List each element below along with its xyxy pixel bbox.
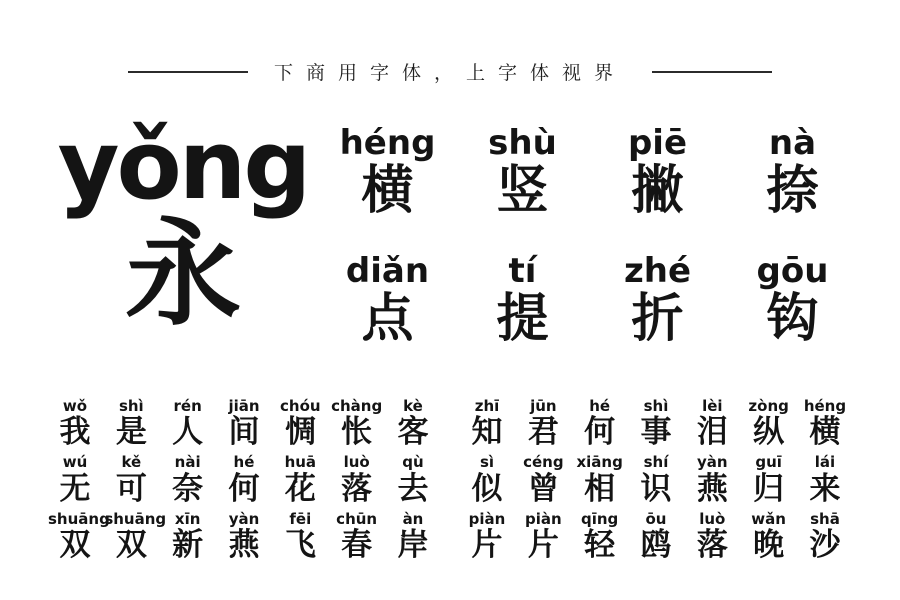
char-pinyin: luò — [699, 509, 726, 528]
char-pinyin: guī — [755, 453, 782, 472]
stroke-dian — [320, 251, 455, 349]
char-hanzi: 来 — [809, 470, 841, 507]
char-pinyin: luò — [343, 453, 370, 472]
poem-char — [573, 511, 627, 562]
char-pinyin: yàn — [228, 509, 260, 528]
char-hanzi: 花 — [284, 470, 316, 507]
poem-phrase-right — [460, 454, 852, 505]
poem-char — [685, 454, 739, 505]
char-hanzi: 沙 — [809, 526, 841, 563]
stroke-pinyin: piē — [627, 123, 688, 163]
poem-char — [798, 454, 852, 505]
char-hanzi: 落 — [341, 470, 373, 507]
stroke-hanzi: 钩 — [766, 288, 819, 349]
stroke-hanzi: 折 — [631, 288, 684, 349]
char-hanzi: 何 — [584, 414, 616, 451]
char-pinyin: jiān — [228, 397, 260, 415]
poem-phrase-right — [460, 398, 852, 449]
char-pinyin: xiāng — [576, 453, 623, 472]
poem-char — [161, 511, 215, 562]
poem-char — [798, 511, 852, 562]
char-hanzi: 飞 — [284, 526, 316, 563]
poem-char — [516, 398, 570, 449]
poem-line-2 — [0, 454, 900, 505]
hero-hanzi: 永 — [125, 207, 241, 343]
char-hanzi: 似 — [471, 470, 503, 507]
stroke-pinyin: diǎn — [345, 251, 430, 292]
poem-char — [273, 398, 327, 449]
char-pinyin: shí — [643, 453, 669, 472]
poem-char — [161, 454, 215, 505]
char-hanzi: 春 — [341, 526, 373, 563]
char-hanzi: 横 — [809, 414, 841, 451]
poem-char — [629, 511, 683, 562]
char-hanzi: 奈 — [172, 470, 204, 507]
poem-char — [685, 511, 739, 562]
strokes-grid — [320, 123, 860, 349]
header-rule-left — [128, 71, 248, 73]
char-hanzi: 无 — [59, 470, 91, 507]
poem-char — [742, 398, 796, 449]
poem-char — [48, 509, 110, 563]
char-pinyin: àn — [402, 509, 424, 528]
char-pinyin: chàng — [331, 397, 383, 415]
header-tagline: 下商用字体，上字体视界 — [273, 63, 626, 84]
poem-char — [330, 398, 384, 449]
poem-char — [217, 454, 271, 505]
char-pinyin: chóu — [280, 397, 321, 415]
char-pinyin: rén — [173, 397, 202, 415]
poem-char — [685, 398, 739, 449]
stroke-hanzi: 横 — [361, 160, 414, 221]
stroke-hanzi: 竖 — [496, 160, 549, 221]
char-hanzi: 君 — [527, 414, 559, 451]
char-pinyin: kè — [403, 397, 423, 415]
poem-char — [573, 454, 627, 505]
char-pinyin: piàn — [524, 509, 562, 528]
poem-char — [217, 398, 271, 449]
char-pinyin: piàn — [468, 509, 506, 528]
poem-char — [573, 398, 627, 449]
char-hanzi: 惆 — [284, 414, 316, 451]
char-pinyin: wǒ — [62, 397, 88, 415]
stroke-ti — [455, 251, 590, 349]
stroke-pinyin: héng — [339, 123, 436, 163]
poem-char — [386, 511, 440, 562]
char-hanzi: 相 — [584, 470, 616, 507]
char-pinyin: lái — [814, 453, 836, 472]
char-pinyin: shuāng — [48, 509, 110, 528]
poem-section — [0, 398, 900, 567]
char-hanzi: 岸 — [397, 526, 429, 563]
char-pinyin: huā — [284, 453, 317, 472]
char-pinyin: qīng — [581, 509, 619, 528]
char-hanzi: 间 — [228, 414, 260, 451]
char-pinyin: wú — [62, 453, 88, 472]
char-hanzi: 人 — [172, 414, 204, 451]
poem-char — [273, 454, 327, 505]
char-pinyin: sì — [479, 453, 495, 472]
char-hanzi: 燕 — [228, 526, 260, 563]
char-pinyin: héng — [803, 397, 847, 415]
char-hanzi: 晚 — [753, 526, 785, 563]
char-pinyin: shuāng — [104, 509, 167, 528]
char-pinyin: fēi — [289, 509, 312, 528]
char-pinyin: shì — [118, 397, 144, 415]
poem-char — [629, 398, 683, 449]
char-pinyin: lèi — [702, 397, 723, 415]
char-hanzi: 落 — [696, 526, 728, 563]
poem-char — [742, 511, 796, 562]
poem-char — [798, 398, 852, 449]
char-pinyin: céng — [523, 453, 564, 472]
poem-char — [629, 454, 683, 505]
char-hanzi: 双 — [115, 526, 147, 563]
char-pinyin: zòng — [748, 397, 789, 415]
char-pinyin: xīn — [174, 509, 201, 528]
poem-char — [742, 454, 796, 505]
char-pinyin: yàn — [697, 453, 728, 472]
char-hanzi: 片 — [471, 526, 503, 563]
hero-yong — [44, 111, 322, 343]
char-pinyin: qù — [402, 453, 424, 472]
char-hanzi: 我 — [59, 414, 91, 451]
char-hanzi: 可 — [115, 470, 147, 507]
char-hanzi: 曾 — [527, 470, 559, 507]
char-hanzi: 泪 — [696, 414, 728, 451]
char-pinyin: shā — [810, 509, 840, 528]
poem-char — [161, 398, 215, 449]
stroke-shu — [455, 123, 590, 221]
stroke-hanzi: 点 — [361, 288, 414, 349]
stroke-heng — [320, 123, 455, 221]
char-pinyin: shì — [643, 397, 669, 415]
poem-char — [460, 398, 514, 449]
poem-char — [273, 511, 327, 562]
stroke-hanzi: 提 — [496, 288, 549, 349]
char-hanzi: 鸥 — [640, 526, 672, 563]
char-hanzi: 片 — [527, 526, 559, 563]
poem-phrase-right — [460, 511, 852, 562]
char-pinyin: kě — [121, 453, 142, 472]
poem-line-3 — [0, 511, 900, 562]
stroke-hanzi: 撇 — [631, 160, 684, 221]
char-hanzi: 识 — [640, 470, 672, 507]
char-pinyin: nài — [174, 453, 201, 472]
poem-phrase-left — [48, 454, 440, 505]
poem-char — [104, 509, 167, 563]
char-pinyin: zhī — [474, 397, 500, 415]
poem-phrase-left — [48, 511, 440, 562]
char-hanzi: 燕 — [696, 470, 728, 507]
stroke-pinyin: gōu — [756, 251, 829, 292]
stroke-pinyin: nà — [768, 123, 817, 163]
char-pinyin: hé — [589, 397, 611, 415]
stroke-na — [725, 123, 860, 221]
char-hanzi: 何 — [228, 470, 260, 507]
poem-phrase-left — [48, 398, 440, 449]
stroke-pie — [590, 123, 725, 221]
poem-char — [516, 454, 570, 505]
poem-char — [330, 454, 384, 505]
poem-char — [104, 454, 158, 505]
stroke-pinyin: zhé — [623, 251, 692, 292]
poem-char — [217, 511, 271, 562]
char-hanzi: 新 — [172, 526, 204, 563]
char-pinyin: ōu — [645, 509, 667, 528]
char-hanzi: 纵 — [753, 414, 785, 451]
hero-pinyin: yǒng — [57, 111, 309, 221]
stroke-gou — [725, 251, 860, 349]
poem-line-1 — [0, 398, 900, 449]
char-pinyin: wǎn — [751, 509, 786, 528]
char-pinyin: jūn — [530, 397, 557, 415]
char-hanzi: 轻 — [584, 526, 616, 563]
char-hanzi: 怅 — [341, 414, 373, 451]
char-hanzi: 事 — [640, 414, 672, 451]
poem-char — [48, 398, 102, 449]
poem-char — [48, 454, 102, 505]
char-pinyin: hé — [233, 453, 255, 472]
poem-char — [330, 511, 384, 562]
char-hanzi: 知 — [471, 414, 503, 451]
header-rule-right — [652, 71, 772, 73]
char-hanzi: 去 — [397, 470, 429, 507]
poem-char — [386, 398, 440, 449]
poem-char — [460, 511, 514, 562]
stroke-pinyin: tí — [508, 251, 537, 292]
stroke-zhe — [590, 251, 725, 349]
poem-char — [460, 454, 514, 505]
header — [0, 58, 900, 85]
char-hanzi: 客 — [397, 414, 429, 451]
stroke-pinyin: shù — [488, 123, 557, 163]
char-hanzi: 归 — [753, 470, 785, 507]
poem-char — [386, 454, 440, 505]
char-pinyin: chūn — [336, 509, 378, 528]
char-hanzi: 是 — [115, 414, 147, 451]
char-hanzi: 双 — [59, 526, 91, 563]
poem-char — [104, 398, 158, 449]
stroke-hanzi: 捺 — [766, 160, 819, 221]
poem-char — [516, 511, 570, 562]
